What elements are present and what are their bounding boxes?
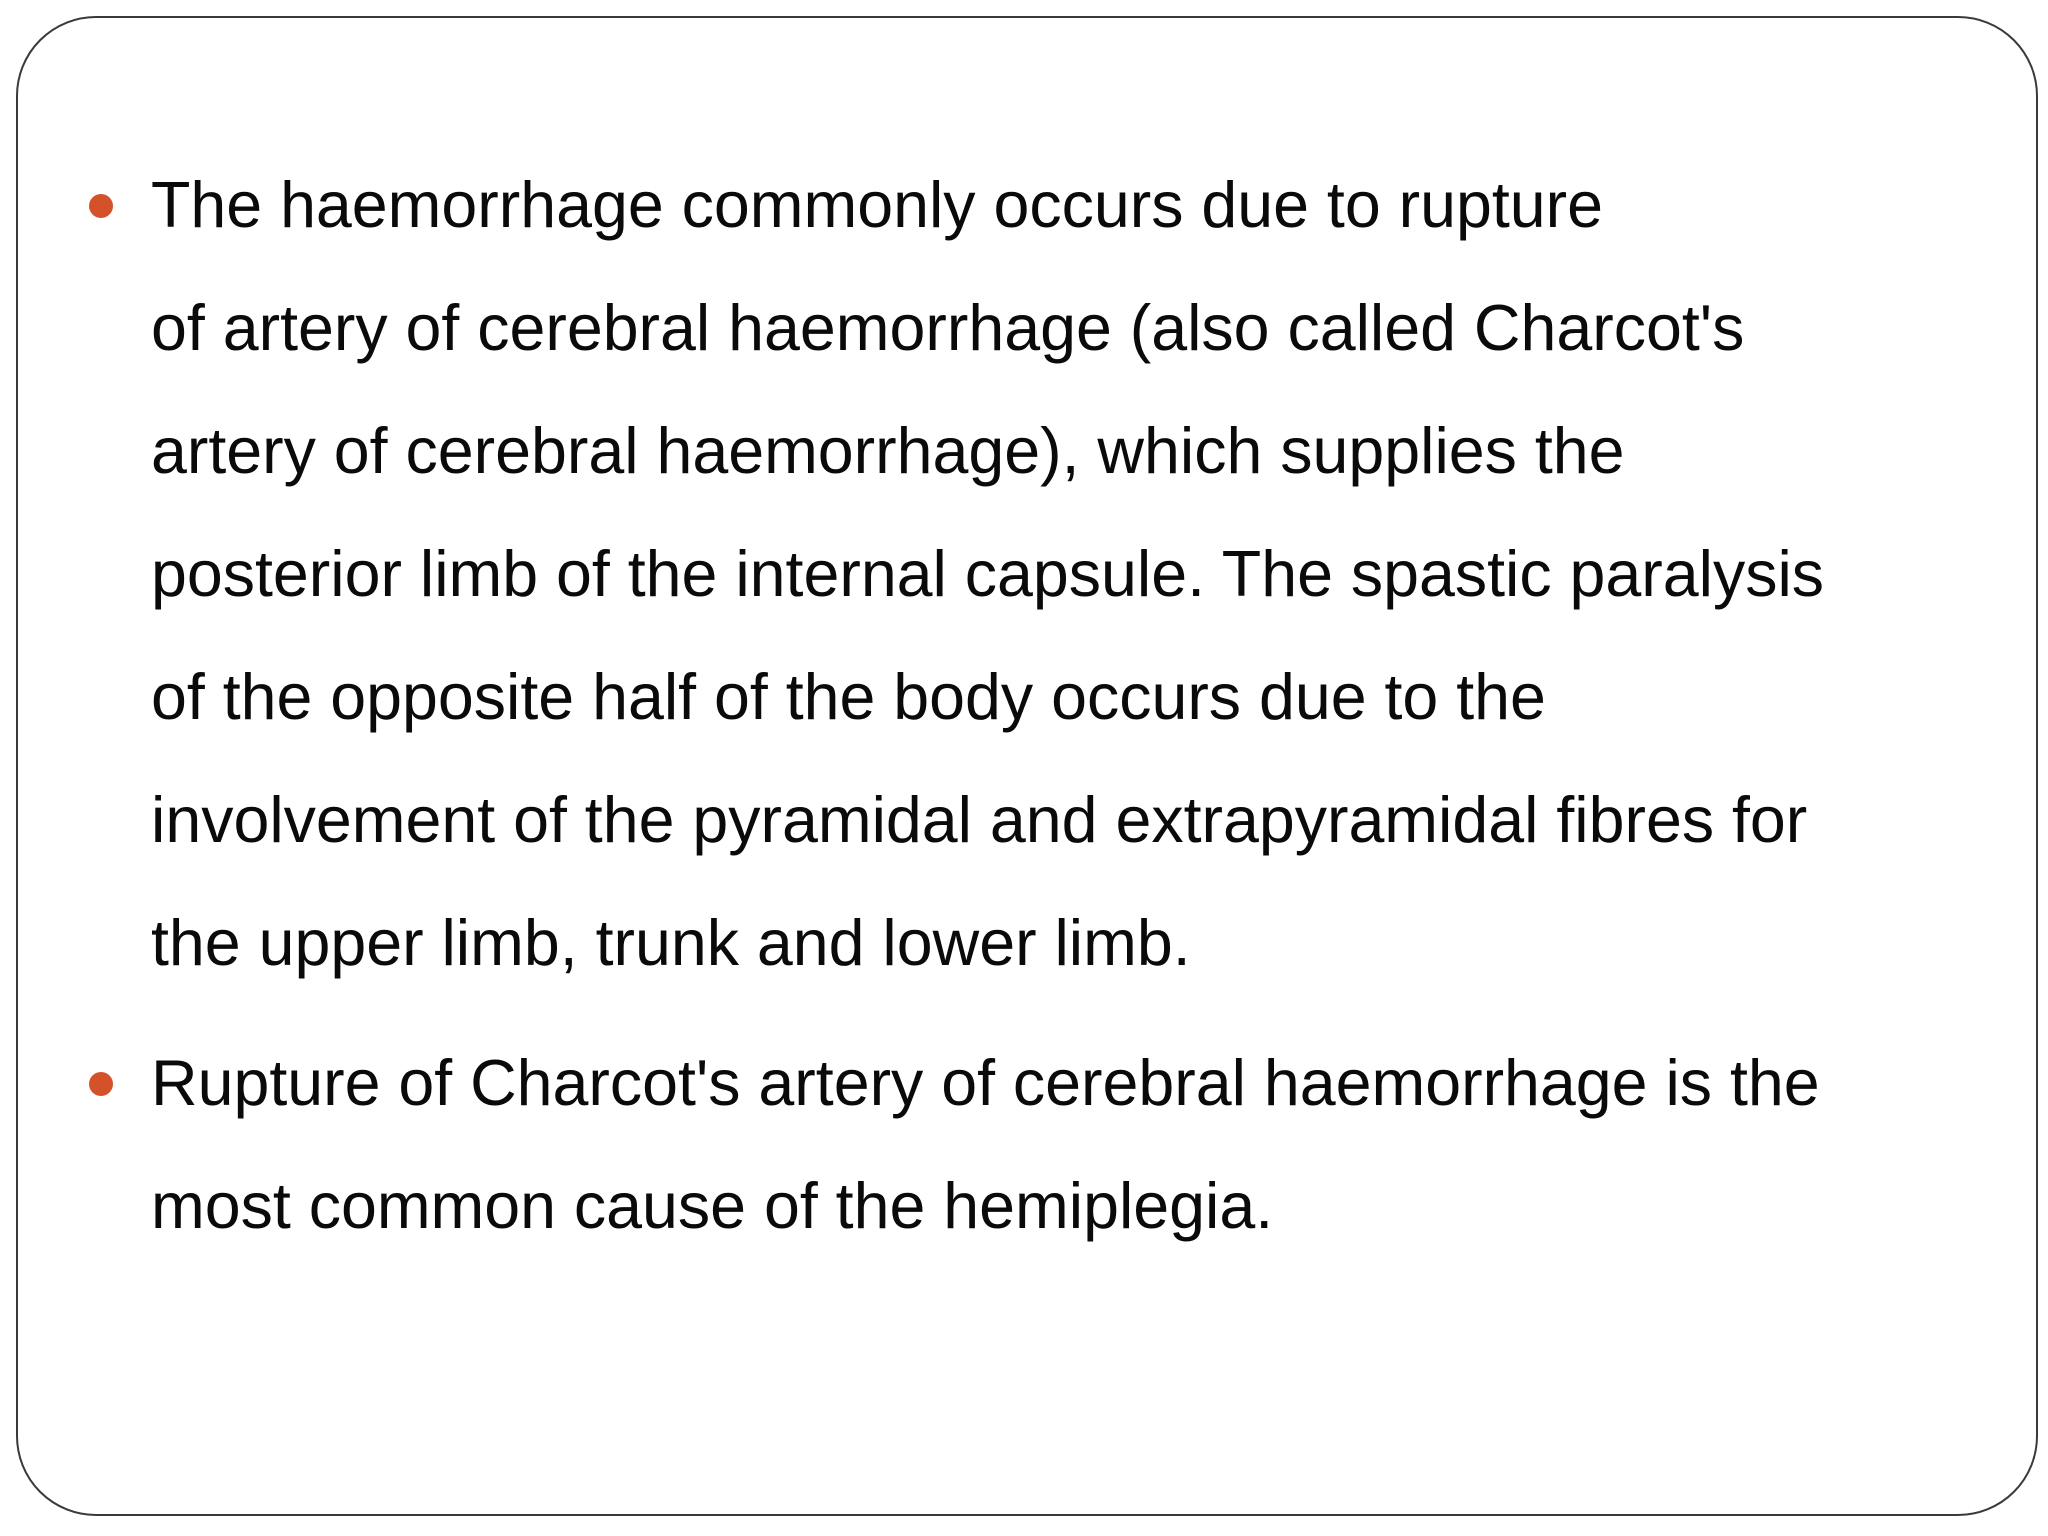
bullet-list xyxy=(18,18,2036,1514)
slide-frame xyxy=(16,16,2038,1516)
bullet-dot-icon xyxy=(89,194,113,218)
bullet-dot-icon xyxy=(89,1072,113,1096)
bullet-text: Rupture of Charcot's artery of cerebral haemorrhage is the most common cause of the hemiplegia. xyxy=(151,1047,1820,1242)
bullet-text: The haemorrhage commonly occurs due to rupture of artery of cerebral haemorrhage (also called Charcot's artery of cerebral haemorrhage), which supplies the posterior limb of the internal capsule. The spastic paralysis of the opposite half of the body occurs due to the involvement of the pyramidal and extrapyramidal fibres for the upper limb, trunk and lower limb. xyxy=(151,169,1825,979)
